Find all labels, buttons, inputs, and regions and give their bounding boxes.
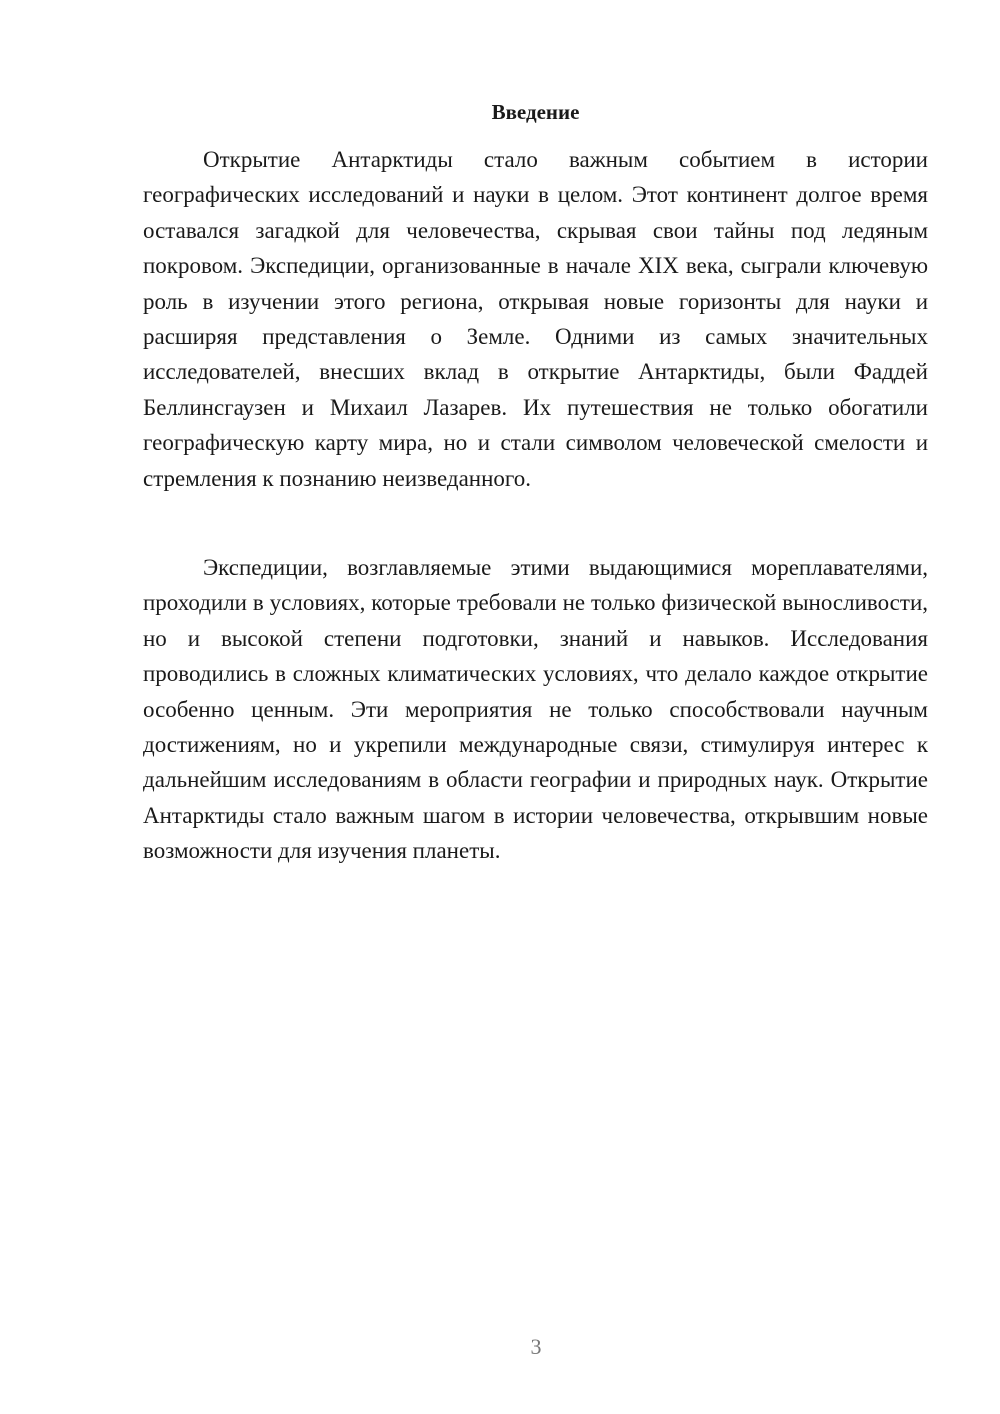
paragraph-1: Открытие Антарктиды стало важным событием в истории географических исследований и науки в целом. Этот континент долгое время оставался загадкой для человечества, скрывая свои тайны под ледяным покровом. Экспедиции, организованные в начале XIX века, сыграли ключевую роль в изучении этого региона, открывая новые горизонты для науки и расширяя представления о Земле. Одними из самых значительных исследователей, внесших вклад в открытие Антарктиды, были Фаддей Беллинсгаузен и Михаил Лазарев. Их путешествия не только обогатили географическую карту мира, но и стали символом человеческой смелости и стремления к познанию неизведанного.	[143, 147, 928, 491]
paragraph-2: Экспедиции, возглавляемые этими выдающимися мореплавателями, проходили в условиях, которые требовали не только физической выносливости, но и высокой степени подготовки, знаний и навыков. Исследования проводились в сложных климатических условиях, что делало каждое открытие особенно ценным. Эти мероприятия не только способствовали научным достижениям, но и укрепили международные связи, стимулируя интерес к дальнейшим исследованиям в области географии и природных наук. Открытие Антарктиды стало важным шагом в истории человечества, открывшим новые возможности для изучения планеты.	[143, 555, 928, 864]
section-heading: Введение	[491, 100, 580, 124]
page-number: 3	[530, 1334, 542, 1359]
